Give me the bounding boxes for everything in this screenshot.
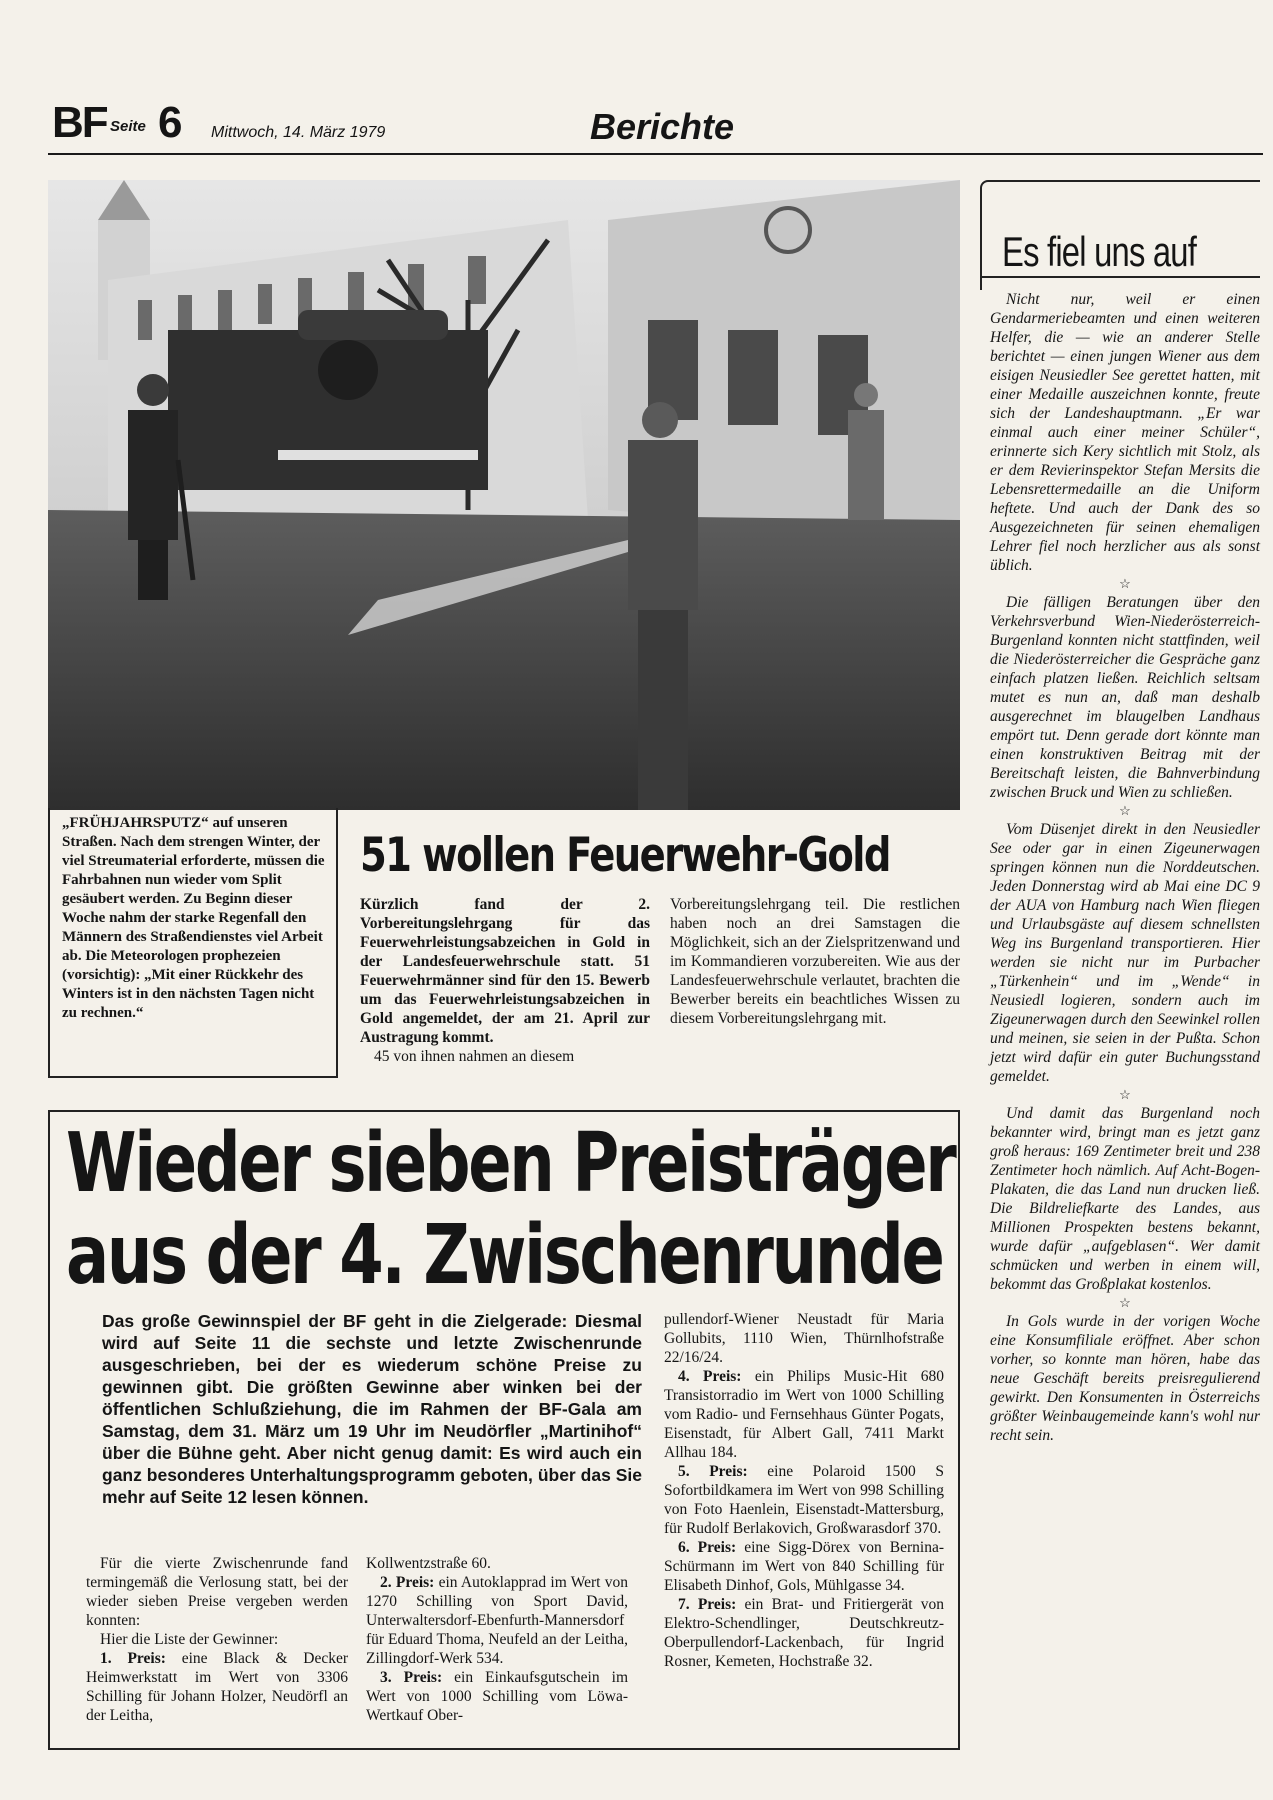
side-column-title: Es fiel uns auf xyxy=(1002,228,1197,275)
col1-list-intro: Hier die Liste der Gewinner: xyxy=(100,1631,279,1648)
photo-caption xyxy=(48,808,338,1078)
fw-col1-end: 45 von ihnen nahmen an diesem xyxy=(374,1048,575,1065)
prize-2-text: ein Autoklapprad im Wert von 1270 Schilling von Sport David, Unterwaltersdorf-Ebenfurth-Mannersdorf für Eduard Thoma, Neufeld an der Leitha, Zillingdorf-Werk 534. xyxy=(366,1574,628,1667)
prize-1-label: 1. Preis: xyxy=(100,1650,166,1667)
prize-5-label: 5. Preis: xyxy=(678,1463,748,1480)
main-column-2 xyxy=(366,1554,628,1725)
col2-start: Kollwentzstraße 60. xyxy=(366,1555,491,1572)
masthead-date: Mittwoch, 14. März 1979 xyxy=(211,124,386,141)
prize-1-text: eine Black & Decker Heimwerkstatt im Wert von 3306 Schilling für Johann Holzer, Neudörfl an der Leitha, xyxy=(86,1650,348,1724)
side-column-body xyxy=(990,290,1260,1445)
prize-3 xyxy=(366,1668,628,1725)
star-separator-icon: ☆ xyxy=(1119,1087,1131,1102)
prize-3-text: ein Einkaufsgutschein im Wert von 1000 Schilling vom Löwa-Wertkauf Ober- xyxy=(366,1669,628,1724)
caption-text: auf unseren Straßen. Nach dem strengen Winter, der viel Streumaterial erforderte, müssen die Fahrbahnen nun wieder vom Split gesäubert werden. Zu Beginn dieser Woche nahm der starke Regenfall den Männern des Straßendienstes viel Arbeit ab. Die Meteorologen prophezeien (vorsichtig): „Mit einer Rückkehr des Winters ist in den nächsten Tagen nicht zu rechnen.“ xyxy=(62,815,325,1021)
prize-7-label: 7. Preis: xyxy=(678,1596,737,1613)
prize-4-text: ein Philips Music-Hit 680 Transistorradio im Wert von 1000 Schilling vom Radio- und Fernsehhaus Günter Pogats, Eisenstadt, für Albert Gall, 7411 Markt Allhau 184. xyxy=(664,1368,944,1461)
prize-7 xyxy=(664,1595,944,1671)
main-lead: Das große Gewinnspiel der BF geht in die Zielgerade: Diesmal wird auf Seite 11 die sechste und letzte Zwischenrunde ausgeschrieben, bei der es wiederum schöne Preise zu gewinnen gibt. Die größten Gewinne aber winken bei der öffentlichen Schlußziehung, die im Rahmen der BF-Gala am Samstag, dem 31. März um 19 Uhr im Neudörfler „Martinihof“ über die Bühne geht. Aber nicht genug damit: Es wird auch ein ganz besonderes Unterhaltungsprogramm geboten, über das Sie mehr auf Seite 12 lesen können. xyxy=(102,1311,642,1507)
main-headline-line-1: Wieder sieben Preisträger xyxy=(66,1116,955,1211)
main-headline xyxy=(66,1116,955,1303)
street-cleaning-photo xyxy=(48,180,960,810)
prize-2 xyxy=(366,1573,628,1668)
masthead-page-number: 6 xyxy=(158,98,183,147)
side-para-5: In Gols wurde in der vorigen Woche eine Konsumfiliale eröffnet. Aber schon vorher, so konnte man hören, habe das neue Geschäft bereits preisregulierend gewirkt. Den Konsumenten in Österreichs größter Weinbaugemeinde kann's wohl nur recht sein. xyxy=(990,1313,1260,1444)
main-column-1 xyxy=(86,1554,348,1725)
photo-illustration xyxy=(48,180,960,810)
side-column-title-rule xyxy=(980,276,1260,278)
fw-headline: 51 wollen Feuerwehr-Gold xyxy=(360,828,890,883)
fw-column-2: Vorbereitungslehrgang teil. Die restlichen haben noch an drei Samstagen die Möglichkeit, sich an der Zielspritzenwand und im Kommandieren vorzubereiten. Wie aus der Landesfeuerwehrschule verlautet, brachten die Bewerber bereits ein beachtliches Wissen zu diesem Vorbereitungslehrgang mit. xyxy=(670,896,960,1027)
col3-start: pullendorf-Wiener Neustadt für Maria Gollubits, 1110 Wien, Thürnlhofstraße 22/16/24. xyxy=(664,1311,944,1366)
prize-6-text: eine Sigg-Dörex von Bernina-Schürmann im Wert von 840 Schilling für Elisabeth Dinhof, Gols, Mühlgasse 34. xyxy=(664,1539,944,1594)
prize-5-text: eine Polaroid 1500 S Sofortbildkamera im Wert von 998 Schilling von Foto Haenlein, Eisenstadt-Mattersburg, für Rudolf Berlakovich, Großwarasdorf 370. xyxy=(664,1463,944,1537)
side-para-2: Die fälligen Beratungen über den Verkehrsverbund Wien-Niederösterreich-Burgenland konnten nicht stattfinden, weil die Niederösterreicher die Gespräche ganz einfach platzen ließen. Reichlich seltsam mutet es nun an, daß man deshalb ausgerechnet im blaugelben Landhaus empört tut. Denn gerade dort könnte man einen konstruktiven Beitrag mit der Bereitschaft leisten, die Bahnverbindung zwischen Bruck und Wien zu schließen. xyxy=(990,594,1260,801)
section-title: Berichte xyxy=(590,106,735,147)
prize-3-label: 3. Preis: xyxy=(380,1669,443,1686)
prize-7-text: ein Brat- und Fritiergerät von Elektro-Schendlinger, Deutschkreutz-Oberpullendorf-Lackenbach, für Ingrid Rosner, Kemeten, Hochstraße 32. xyxy=(664,1596,944,1670)
side-para-3: Vom Düsenjet direkt in den Neusiedler See oder gar in einen Zigeunerwagen springen können nun die Norddeutschen. Jeden Donnerstag wird ab Mai eine DC 9 der AUA von Hamburg nach Wien fliegen und Urlaubsgäste auf diesem schnellsten Weg ins Burgenland transportieren. Hier werden sie nicht nur im Purbacher „Türkenhein“ und im „Wende“ in Neusiedl logieren, sondern auch im Zigeunerwagen durch den Seewinkel rollen und meinen, sie seien in der Pußta. Schon jetzt wird dafür ein guter Buchungsstand gemeldet. xyxy=(990,821,1260,1085)
main-headline-line-2: aus der 4. Zwischenrunde xyxy=(66,1208,943,1303)
main-column-3 xyxy=(664,1310,944,1671)
star-separator-icon: ☆ xyxy=(1119,803,1131,818)
masthead-rule xyxy=(48,153,1263,155)
side-para-4: Und damit das Burgenland noch bekannter wird, bringt man es jetzt ganz groß heraus: 169 Zentimeter breit und 238 Zentimeter hoch nämlich. Auf Acht-Bogen-Plakaten, die das Land nun drucken ließ. Die Bildreliefkarte des Landes, aus Millionen Prospekten bestens bekannt, wurde dafür „aufgeblasen“. Wer damit schmücken und werben in einem will, bekommt das Großplakat kostenlos. xyxy=(990,1105,1260,1293)
prize-4 xyxy=(664,1367,944,1462)
side-para-1: Nicht nur, weil er einen Gendarmeriebeamten und einen weiteren Helfer, die — wie an anderer Stelle berichtet — einen jungen Wiener aus dem eisigen Neusiedler See gerettet hatten, mit einer Medaille auszeichnen konnte, freute sich der Landeshauptmann. „Er war einmal auch einer meiner Schüler“, erinnerte sich Kery sichtlich mit Stolz, als er dem Revierinspektor Stefan Mersits die Lebensrettermedaille an die Uniform heftete. Und auch der Dank des so Ausgezeichneten für seinen ehemaligen Lehrer fiel noch herzlicher aus als sonst üblich. xyxy=(990,291,1260,574)
prize-6-label: 6. Preis: xyxy=(678,1539,737,1556)
prize-5 xyxy=(664,1462,944,1538)
star-separator-icon: ☆ xyxy=(1119,576,1131,591)
fw-col1-bold-text: Kürzlich fand der 2. Vorbereitungslehrgang für das Feuerwehrleistungsabzeichen in Gold in der Landesfeuerwehrschule statt. 51 Feuerwehrmänner sind für den 15. Bewerb um das Feuerwehrleistungsabzeichen in Gold angemeldet, der am 21. April zur Austragung kommt. xyxy=(360,896,650,1046)
fw-column-1 xyxy=(360,895,650,1066)
prize-2-label: 2. Preis: xyxy=(380,1574,435,1591)
star-separator-icon: ☆ xyxy=(1119,1295,1131,1310)
masthead-page-label: Seite xyxy=(110,118,146,135)
prize-4-label: 4. Preis: xyxy=(678,1368,742,1385)
caption-title: „FRÜHJAHRSPUTZ“ xyxy=(62,815,209,831)
prize-1 xyxy=(86,1649,348,1725)
prize-6 xyxy=(664,1538,944,1595)
masthead-brand: BF xyxy=(52,98,107,147)
col1-intro: Für die vierte Zwischenrunde fand termingemäß die Verlosung statt, bei der wieder sieben Preise vergeben werden konnten: xyxy=(86,1555,348,1629)
